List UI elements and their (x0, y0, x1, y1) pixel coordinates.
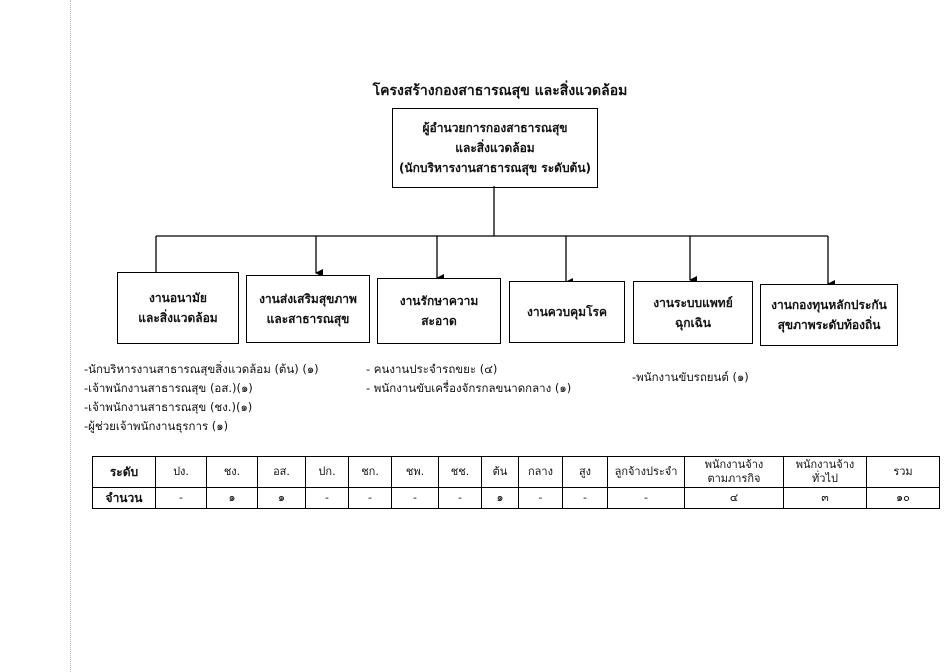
table-cell: - (306, 488, 349, 509)
table-header-cell: พนักงานจ้าง ทั่วไป (784, 457, 867, 488)
table-header-cell: สูง (563, 457, 608, 488)
table-header-cell: ชพ. (392, 457, 439, 488)
table-cell: ๑ (482, 488, 519, 509)
unit-box-3 (377, 278, 501, 344)
director-line-3: (นักบริหารงานสาธารณสุข ระดับต้น) (398, 161, 592, 175)
unit-3-line-2: สะอาด (421, 314, 457, 328)
table-header-cell: พนักงานจ้าง ตามภารกิจ (685, 457, 784, 488)
staff-list-unit-3 (366, 360, 571, 398)
table-cell: ๑๐ (867, 488, 940, 509)
unit-5-line-1: งานระบบแพทย์ (653, 295, 733, 310)
page-title: โครงสร้างกองสาธารณสุข และสิ่งแวดล้อม (372, 83, 628, 99)
table-header-cell: ชง. (207, 457, 258, 488)
table-cell: - (608, 488, 685, 509)
table-header-cell: ปก. (306, 457, 349, 488)
director-line-1: ผู้อำนวยการกองสาธารณสุข (422, 121, 568, 135)
table-header-cell: ปง. (156, 457, 207, 488)
unit-6-line-1: งานกองทุนหลักประกัน (771, 298, 887, 312)
unit-box-6 (760, 284, 898, 346)
director-line-2: และสิ่งแวดล้อม (455, 141, 535, 155)
unit-1-line-2: และสิ่งแวดล้อม (138, 311, 218, 325)
staff-item: -ผู้ช่วยเจ้าพนักงานธุรการ (๑) (84, 419, 229, 433)
table-cell: ๑ (258, 488, 306, 509)
table-cell: - (349, 488, 392, 509)
staff-item: - พนักงานขับเครื่องจักรกลขนาดกลาง (๑) (366, 381, 572, 395)
unit-box-2 (246, 275, 370, 343)
unit-2-line-2: และสาธารณสุข (266, 312, 350, 326)
table-header-cell: ชก. (349, 457, 392, 488)
table-cell: ๓ (784, 488, 867, 509)
table-cell: - (156, 488, 207, 509)
staff-item: - คนงานประจำรถขยะ (๔) (366, 362, 498, 376)
unit-4-line-1: งานควบคุมโรค (526, 305, 608, 319)
table-header-cell: รวม (867, 457, 940, 488)
unit-box-4 (509, 281, 625, 343)
table-header-cell: ชช. (439, 457, 482, 488)
table-header-cell: กลาง (519, 457, 563, 488)
table-cell: - (439, 488, 482, 509)
table-cell: ๑ (207, 488, 258, 509)
staff-item: -เจ้าพนักงานสาธารณสุข (อส.)(๑) (84, 381, 253, 395)
table-header-cell: ระดับ (93, 457, 156, 488)
unit-box-1 (117, 272, 239, 344)
unit-6-line-2: สุขภาพระดับท้องถิ่น (777, 318, 881, 332)
unit-1-line-1: งานอนามัย (149, 291, 207, 305)
table-header-row (93, 457, 940, 488)
table-row-label: จำนวน (93, 488, 156, 509)
table-cell: - (392, 488, 439, 509)
table-cell: ๔ (685, 488, 784, 509)
staff-list-unit-1 (84, 360, 319, 436)
staff-item: -เจ้าพนักงานสาธารณสุข (ชง.)(๑) (84, 400, 253, 414)
staff-count-table (92, 456, 940, 509)
table-header-cell: ต้น (482, 457, 519, 488)
staff-list-unit-5 (632, 368, 749, 387)
staff-item: -พนักงานขับรถยนต์ (๑) (632, 370, 749, 384)
unit-2-line-1: งานส่งเสริมสุขภาพ (259, 292, 357, 306)
table-cell: - (563, 488, 608, 509)
table-cell: - (519, 488, 563, 509)
unit-5-line-2: ฉุกเฉิน (675, 315, 711, 330)
org-connector-lines (0, 0, 950, 300)
table-header-cell: อส. (258, 457, 306, 488)
table-row (93, 488, 940, 509)
staff-item: -นักบริหารงานสาธารณสุขสิ่งแวดล้อม (ต้น) (๑) (84, 362, 319, 376)
unit-3-line-1: งานรักษาความ (399, 294, 479, 308)
unit-box-5 (633, 281, 753, 344)
table-header-cell: ลูกจ้างประจำ (608, 457, 685, 488)
